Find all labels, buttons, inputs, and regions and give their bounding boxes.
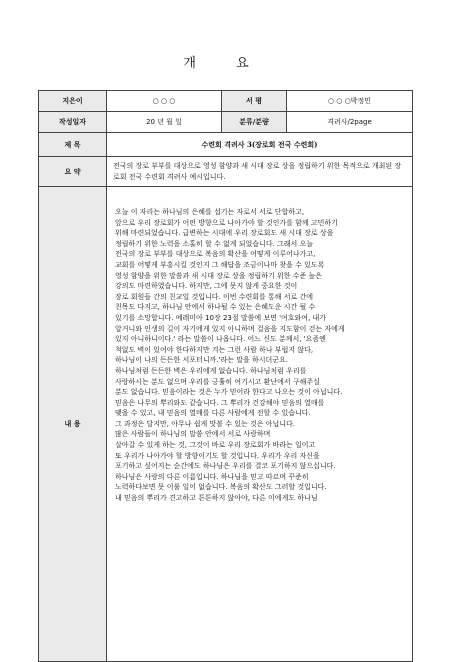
author-value[interactable]: ○ ○ ○ — [107, 91, 222, 112]
date-value[interactable]: 20 년 월 일 — [107, 112, 222, 133]
summary-label: 요 약 — [39, 157, 107, 187]
content-line: 많은 사람들이 하나님의 말씀 안에서 서로 사랑하며 — [115, 430, 271, 439]
content-line: 노력하다보면 못 이룰 일이 없습니다. 복음의 확산도 그러할 것입니다. — [115, 483, 327, 492]
content-line: 있기를 소망합니다. 예레미아 10장 23절 말씀에 보면 '여호와여, 내가 — [115, 313, 327, 322]
category-value[interactable]: 격려사/2page — [287, 112, 413, 133]
author-label: 지은이 — [39, 91, 107, 112]
content-line: 또 우리가 나아가야 할 방향이기도 할 것입니다. 우리가 우리 자신을 — [115, 451, 320, 460]
content-line: 하나님이 나의 든든한 서포터니까.'라는 말을 하시더군요. — [115, 356, 289, 365]
content-line: 앞으로 우리 장로회가 어떤 방향으로 나아가야 할 것인가를 함께 고민하기 — [115, 218, 338, 227]
content-label: 내 용 — [39, 187, 107, 662]
content-line: 위해 마련되었습니다. 급변하는 시대에 우리 장로회도 새 시대 장로 상을 — [115, 229, 334, 238]
content-line: 오늘 이 자리는 하나님의 은혜를 섭기는 자로서 서로 단합하고, — [115, 208, 305, 216]
page-title: 개 요 — [183, 56, 267, 71]
content-line: 척없도 벽이 있어야 한다하지만 겨는 그런 사람 하나 부럽지 않다, — [115, 345, 314, 354]
content-lines — [115, 207, 406, 504]
content-line: 포기하고 싶어지는 순간에도 하나님은 우리를 결코 포기하지 않으십니다. — [115, 462, 336, 471]
content-line: 친목도 다지고, 하나님 안에서 하나될 수 있는 은혜도운 시간 될 수 — [115, 303, 316, 312]
content-line: 장로 회원들 간의 친교일 것입니다. 이번 수련회를 통해 서로 간에 — [115, 292, 314, 301]
content-body[interactable] — [107, 187, 413, 662]
content-line: 하나님처럼 든든한 벽은 우리에게 없습니다. 하나님처럼 우리를 — [115, 366, 307, 375]
content-line: 믿음은 나무의 뿌리와도 같습니다. 그 뿌리가 건강해야 믿음의 열매를 — [115, 398, 325, 407]
summary-value[interactable]: 전국의 장로 부부를 대상으로 영성 함양과 새 시대 장로 상을 정립하기 위한 목적으로 개최된 장로회 전국 수련회 격려사 예시입니다. — [107, 157, 413, 187]
editor-label: 서 평 — [222, 91, 287, 112]
category-label: 분류/분량 — [222, 112, 287, 133]
content-line: 있지 아니하니이다.' 라는 말씀이 나옵니다. 어느 신도 분께서, '요즘엔 — [115, 335, 326, 344]
overview-form — [38, 90, 413, 662]
content-line: 알거니와 인생의 길이 자기에게 있지 아니하며 걸음을 지도함이 걷는 자에게 — [115, 324, 345, 333]
content-line: 전국의 장로 부부를 대상으로 복음의 확산을 어떻게 이루어나가고, — [115, 250, 316, 259]
content-line: 분도 없습니다. 믿음이라는 것은 누가 믿어라 한다고 나오는 것이 아닙니다. — [115, 388, 343, 397]
subject-label: 제 목 — [39, 133, 107, 157]
content-line: 하나님은 사랑의 다른 이름입니다. 하나님을 믿고 따르며 꾸준히 — [115, 472, 309, 481]
content-line: 사랑하시는 분도 없으며 우리를 긍휼히 여기시고 환난에서 구해주실 — [115, 377, 320, 386]
content-line: 맺을 수 있고, 내 믿음의 열매를 다른 사람에게 전할 수 있습니다. — [115, 409, 311, 418]
subject-value[interactable]: 수련회 격려사 3(장로회 전국 수련회) — [107, 133, 413, 157]
content-line: 정립하기 위한 노력을 소홀히 할 수 없게 되었습니다. 그래서 오늘 — [115, 239, 314, 248]
content-line: 내 믿음의 뿌리가 견고하고 튼튼하지 않아야, 다른 이에게도 하나님 — [115, 494, 318, 503]
content-line: 강의도 마련하였습니다. 하지만, 그에 못지 않게 중요한 것이 — [115, 282, 298, 291]
content-line: 그 과정은 달지만, 아무나 쉽게 맛볼 수 있는 것은 아닙니다. — [115, 419, 296, 428]
date-label: 작성일자 — [39, 112, 107, 133]
editor-value[interactable]: ○ ○ ○박정민 — [287, 91, 413, 112]
content-line: 교회를 어떻게 부흥시킬 것인지 그 해답을 조금이나마 찾을 수 있도록 — [115, 260, 325, 269]
content-line: 살아갈 수 있게 하는 것, 그것이 바로 우리 장로회가 바라는 일이고 — [115, 441, 316, 450]
content-line: 영성 함양을 위한 말씀과 새 시대 장로 상을 정립하기 위한 수준 높은 — [115, 271, 323, 280]
